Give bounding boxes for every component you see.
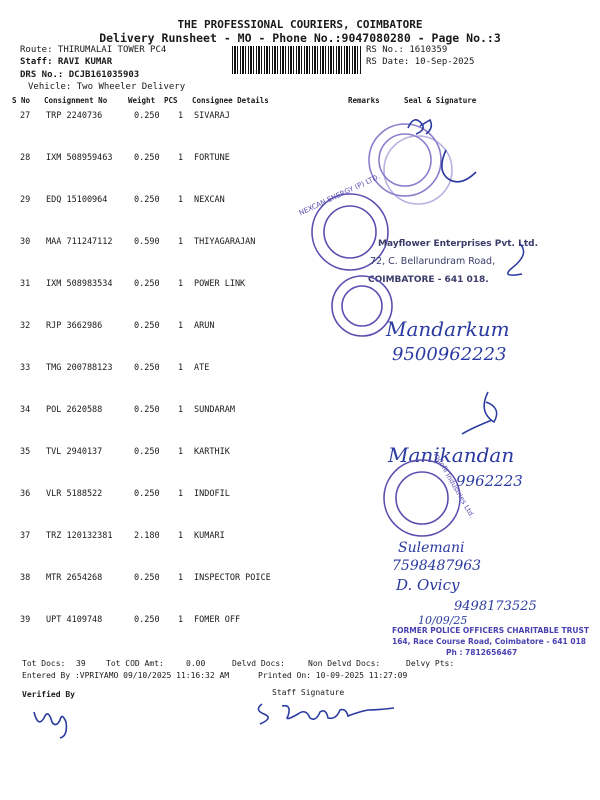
row-weight: 0.250	[134, 573, 160, 583]
signature-row34	[462, 392, 497, 434]
row-weight: 2.180	[134, 531, 160, 541]
row-consignee: ATE	[194, 363, 210, 373]
non-delvd-docs-label: Non Delvd Docs:	[308, 659, 381, 668]
row-weight: 0.250	[134, 321, 160, 331]
round-stamp-top	[369, 124, 452, 204]
row-pcs: 1	[178, 237, 184, 247]
rs-number: RS No.: 1610359	[366, 45, 448, 55]
row-consignee: THIYAGARAJAN	[194, 237, 256, 247]
col-pcs: PCS	[164, 96, 178, 105]
row-consignment: UPT 4109748	[46, 615, 103, 625]
row-weight: 0.250	[134, 153, 160, 163]
row-pcs: 1	[178, 279, 184, 289]
row-pcs: 1	[178, 489, 184, 499]
tot-docs-value: 39	[76, 659, 86, 668]
row-pcs: 1	[178, 111, 184, 121]
row-pcs: 1	[178, 615, 184, 625]
row-consignment: TVL 2940137	[46, 447, 103, 457]
row-consignment: RJP 3662986	[46, 321, 103, 331]
row-consignee: NEXCAN	[194, 195, 225, 205]
handwriting-row38-name: D. Ovicy	[396, 576, 460, 594]
handwriting-row35-name: Manikandan	[388, 443, 515, 467]
verified-by-label: Verified By	[22, 690, 75, 699]
row-pcs: 1	[178, 531, 184, 541]
tot-docs-label: Tot Docs:	[22, 659, 66, 668]
powerlink-stamp	[332, 276, 392, 336]
handwriting-row39-date: 10/09/25	[418, 614, 468, 627]
row-sno: 36	[20, 489, 31, 499]
row-pcs: 1	[178, 573, 184, 583]
row-sno: 30	[20, 237, 31, 247]
row-consignee: INSPECTOR POICE	[194, 573, 271, 583]
row-sno: 38	[20, 573, 31, 583]
mayflower-line2: 72, C. Bellarundram Road,	[370, 256, 496, 267]
signature-row28	[442, 150, 476, 182]
row-weight: 0.250	[134, 195, 160, 205]
row-consignee: FOMER OFF	[194, 615, 241, 625]
police-trust-line3: Ph : 7812656467	[446, 648, 518, 657]
row-consignee: KUMARI	[194, 531, 225, 541]
row-weight: 0.250	[134, 279, 160, 289]
entered-by: Entered By :VPRIYAMO 09/10/2025 11:16:32 AM	[22, 671, 230, 680]
row-consignee: POWER LINK	[194, 279, 246, 289]
police-trust-line1: FORMER POLICE OFFICERS CHARITABLE TRUST	[392, 626, 589, 635]
row-consignee: INDOFIL	[194, 489, 230, 499]
mayflower-line1: Mayflower Enterprises Pvt. Ltd.	[378, 239, 538, 249]
row-consignment: MTR 2654268	[46, 573, 103, 583]
rs-date: RS Date: 10-Sep-2025	[366, 57, 475, 67]
printed-on: Printed On: 10-09-2025 11:27:09	[258, 671, 408, 680]
route-label: Route: THIRUMALAI TOWER PC4	[20, 45, 167, 55]
staff-signature-mark	[258, 704, 394, 724]
row-consignment: EDQ 15100964	[46, 195, 108, 205]
row-consignment: MAA 711247112	[46, 237, 113, 247]
row-consignment: VLR 5188522	[46, 489, 103, 499]
tot-cod-value: 0.00	[186, 659, 206, 668]
row-consignment: TMG 200788123	[46, 363, 113, 373]
delvd-docs-label: Delvd Docs:	[232, 659, 285, 668]
row-sno: 28	[20, 153, 31, 163]
row-consignment: TRP 2240736	[46, 111, 103, 121]
tot-cod-label: Tot COD Amt:	[106, 659, 164, 668]
row-consignment: TRZ 120132381	[46, 531, 113, 541]
row-weight: 0.250	[134, 111, 160, 121]
vehicle-label: Vehicle: Two Wheeler Delivery	[28, 82, 186, 92]
handwriting-row35-phone: 9962223	[456, 472, 523, 490]
handwriting-row38-phone: 9498173525	[454, 599, 537, 614]
col-remarks: Remarks	[348, 96, 380, 105]
row-weight: 0.250	[134, 363, 160, 373]
staff-label: Staff: RAVI KUMAR	[20, 57, 113, 67]
mayflower-line3: COIMBATORE - 641 018.	[368, 275, 489, 285]
row-sno: 34	[20, 405, 31, 415]
row-sno: 31	[20, 279, 31, 289]
row-consignment: IXM 508959463	[46, 153, 113, 163]
row-pcs: 1	[178, 195, 184, 205]
row-pcs: 1	[178, 405, 184, 415]
row-consignee: ARUN	[194, 321, 215, 331]
row-pcs: 1	[178, 321, 184, 331]
row-weight: 0.250	[134, 489, 160, 499]
row-consignment: POL 2620588	[46, 405, 103, 415]
company-title: THE PROFESSIONAL COURIERS, COIMBATORE	[177, 18, 423, 31]
row-weight: 0.250	[134, 615, 160, 625]
indofil-stamp-text: Indofil Industries Ltd.	[431, 451, 476, 520]
row-sno: 33	[20, 363, 31, 373]
col-sno: S No	[12, 96, 31, 105]
row-pcs: 1	[178, 153, 184, 163]
delvy-pts-label: Delvy Pts:	[406, 659, 455, 668]
row-weight: 0.590	[134, 237, 160, 247]
staff-signature-label: Staff Signature	[272, 688, 345, 697]
row-sno: 35	[20, 447, 31, 457]
row-pcs: 1	[178, 363, 184, 373]
row-sno: 27	[20, 111, 31, 121]
row-sno: 39	[20, 615, 31, 625]
police-trust-line2: 164, Race Course Road, Coimbatore - 641 018	[392, 637, 587, 646]
col-consignee: Consignee Details	[192, 96, 269, 105]
row-sno: 32	[20, 321, 31, 331]
runsheet-subtitle: Delivery Runsheet - MO - Phone No.:9047080280 - Page No.:3	[99, 31, 501, 45]
row-weight: 0.250	[134, 405, 160, 415]
verified-by-signature	[34, 712, 66, 738]
row-sno: 37	[20, 531, 31, 541]
row-consignee: SIVARAJ	[194, 111, 230, 121]
col-weight: Weight	[128, 96, 156, 105]
row-weight: 0.250	[134, 447, 160, 457]
row-consignee: FORTUNE	[194, 153, 230, 163]
row-consignment: IXM 508983534	[46, 279, 113, 289]
row-consignee: KARTHIK	[194, 447, 230, 457]
row-consignee: SUNDARAM	[194, 405, 235, 415]
col-seal-signature: Seal & Signature	[404, 96, 477, 105]
handwriting-row37-phone: 7598487963	[392, 558, 482, 574]
drs-number: DRS No.: DCJB161035903	[20, 70, 140, 80]
handwriting-row37-name: Sulemani	[398, 540, 465, 556]
row-sno: 29	[20, 195, 31, 205]
handwriting-row32-name: Mandarkum	[386, 317, 510, 341]
nexcan-stamp-text: NEXCAN ENERGY (P) LTD.	[297, 172, 382, 218]
row-pcs: 1	[178, 447, 184, 457]
handwriting-row32-phone: 9500962223	[392, 344, 507, 365]
col-consignment: Consignment No	[44, 96, 108, 105]
